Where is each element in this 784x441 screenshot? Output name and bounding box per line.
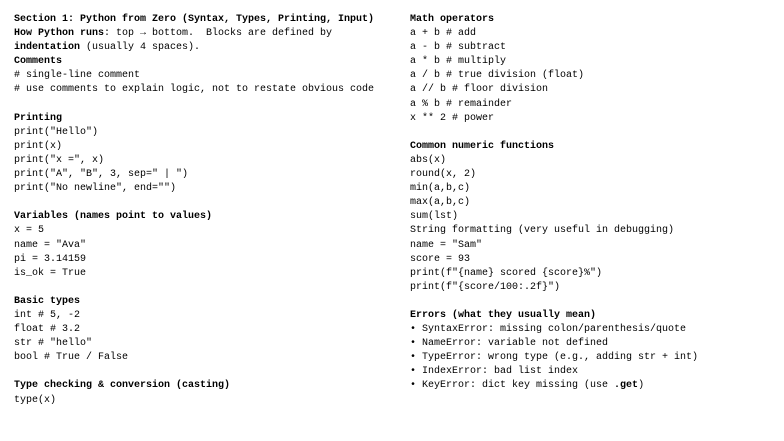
section-math-operators — [410, 13, 780, 126]
code-line: a % b # remainder — [410, 98, 513, 110]
how-python-runs-label: How Python runs — [14, 28, 105, 40]
get-method-label: .get — [614, 380, 639, 392]
error-item: • SyntaxError: missing colon/parenthesis/quote — [410, 324, 687, 336]
comment-line: # single-line comment — [14, 70, 141, 82]
code-line: abs(x) — [410, 154, 447, 166]
section-type-checking — [14, 379, 394, 407]
how-python-runs-line — [14, 27, 394, 55]
indentation-text: (usually 4 spaces). — [80, 42, 201, 54]
code-line: print("Hello") — [14, 126, 99, 138]
section-printing — [14, 112, 394, 197]
section-variables — [14, 210, 394, 280]
how-python-runs-text: : top → bottom. Blocks are defined by — [104, 28, 339, 40]
numeric-functions-heading: Common numeric functions — [410, 140, 555, 152]
string-formatting-line: String formatting (very useful in debugging) — [410, 225, 675, 237]
code-line: a // b # floor division — [410, 84, 549, 96]
code-line: print(f"{name} scored {score}%") — [410, 267, 603, 279]
code-line: print(f"{score/100:.2f}") — [410, 281, 561, 293]
code-line: a - b # subtract — [410, 42, 507, 54]
error-item: • TypeError: wrong type (e.g., adding str + int) — [410, 352, 699, 364]
section-numeric-functions — [410, 140, 780, 295]
math-operators-heading: Math operators — [410, 14, 495, 25]
section-title: Section 1: Python from Zero (Syntax, Types, Printing, Input) — [14, 14, 375, 25]
keyerror-suffix: ) — [638, 380, 645, 392]
code-line: a + b # add — [410, 28, 477, 40]
errors-heading: Errors (what they usually mean) — [410, 309, 597, 321]
code-line: print("x =", x) — [14, 154, 105, 166]
error-item-keyerror — [410, 379, 780, 393]
code-line: bool # True / False — [14, 352, 129, 364]
code-line: score = 93 — [410, 253, 471, 265]
code-line: a * b # multiply — [410, 56, 507, 68]
left-column — [14, 13, 394, 408]
keyerror-prefix: • KeyError: dict key missing (use — [410, 380, 615, 392]
code-line: print("No newline", end="") — [14, 183, 177, 195]
comment-line: # use comments to explain logic, not to restate obvious code — [14, 84, 375, 96]
printing-heading: Printing — [14, 112, 63, 124]
error-item: • IndexError: bad list index — [410, 366, 579, 378]
section-errors — [410, 309, 780, 394]
code-line: x = 5 — [14, 225, 45, 237]
error-item: • NameError: variable not defined — [410, 338, 609, 350]
code-line: max(a,b,c) — [410, 197, 471, 209]
code-line: type(x) — [14, 394, 57, 406]
code-line: sum(lst) — [410, 211, 459, 223]
section-intro — [14, 13, 394, 98]
type-checking-heading: Type checking & conversion (casting) — [14, 380, 231, 392]
section-basic-types — [14, 295, 394, 365]
code-line: float # 3.2 — [14, 324, 81, 336]
code-line: int # 5, -2 — [14, 309, 81, 321]
code-line: print(x) — [14, 140, 63, 152]
code-line: name = "Ava" — [14, 239, 87, 251]
code-line: x ** 2 # power — [410, 112, 495, 124]
code-line: min(a,b,c) — [410, 183, 471, 195]
code-line: a / b # true division (float) — [410, 70, 585, 82]
code-line: str # "hello" — [14, 338, 93, 350]
right-column — [410, 13, 780, 394]
variables-heading: Variables (names point to values) — [14, 211, 213, 223]
basic-types-heading: Basic types — [14, 295, 81, 307]
code-line: round(x, 2) — [410, 169, 477, 181]
code-line: name = "Sam" — [410, 239, 483, 251]
indentation-label: indentation — [14, 42, 81, 54]
code-line: pi = 3.14159 — [14, 253, 87, 265]
code-line: is_ok = True — [14, 267, 87, 279]
comments-heading: Comments — [14, 56, 63, 68]
code-line: print("A", "B", 3, sep=" | ") — [14, 169, 189, 181]
